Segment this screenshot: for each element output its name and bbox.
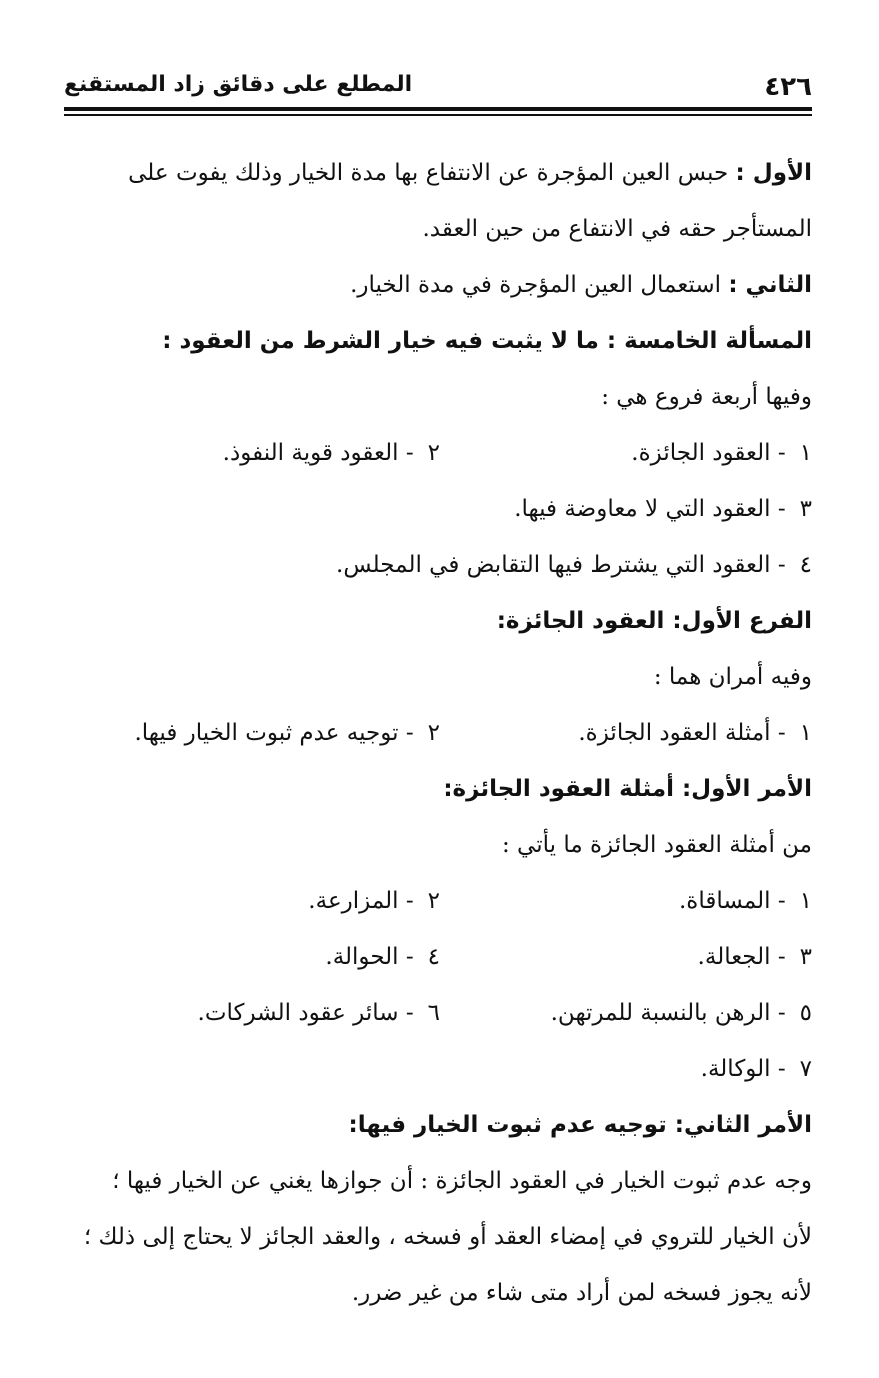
list-row — [64, 929, 812, 985]
paragraph-second — [64, 257, 812, 313]
list-item: ٢- العقود قوية النفوذ. — [222, 440, 440, 466]
list-row — [64, 537, 812, 593]
paragraph-lead-first: الأول : — [735, 160, 812, 186]
page-body — [64, 145, 812, 1321]
section-heading-first-branch: الفرع الأول: العقود الجائزة: — [496, 608, 812, 634]
header-rule-thick — [64, 107, 812, 111]
book-title: المطلع على دقائق زاد المستقنع — [64, 72, 413, 97]
final-paragraph-line: لأن الخيار للتروي في إمضاء العقد أو فسخه ، والعقد الجائز لا يحتاج إلى ذلك ؛ — [83, 1224, 812, 1250]
list-item: ٣- العقود التي لا معاوضة فيها. — [514, 496, 812, 522]
paragraph-text: حبس العين المؤجرة عن الانتفاع بها مدة الخيار وذلك يفوت على — [128, 160, 729, 186]
list-item: ٥- الرهن بالنسبة للمرتهن. — [550, 1000, 812, 1026]
list-item: ٢- المزارعة. — [308, 888, 440, 914]
list-item: ١- المساقاة. — [678, 888, 812, 914]
list-item: ٤- الحوالة. — [325, 944, 440, 970]
list-item: ١- العقود الجائزة. — [631, 440, 812, 466]
section-heading-first-matter: الأمر الأول: أمثلة العقود الجائزة: — [443, 776, 812, 802]
list-item: ٧- الوكالة. — [700, 1056, 812, 1082]
list-item: ٤- العقود التي يشترط فيها التقابض في المجلس. — [336, 552, 812, 578]
intro-examples: من أمثلة العقود الجائزة ما يأتي : — [502, 832, 812, 858]
final-paragraph-line: لأنه يجوز فسخه لمن أراد متى شاء من غير ضرر. — [351, 1280, 812, 1306]
list-row — [64, 425, 812, 481]
page-number: ٤٢٦ — [764, 72, 812, 102]
page-header — [64, 62, 812, 110]
list-item: ٦- سائر عقود الشركات. — [197, 1000, 440, 1026]
paragraph-text: استعمال العين المؤجرة في مدة الخيار. — [350, 272, 722, 298]
final-paragraph-line: وجه عدم ثبوت الخيار في العقود الجائزة : أن جوازها يغني عن الخيار فيها ؛ — [112, 1168, 812, 1194]
list-row — [64, 873, 812, 929]
paragraph-first-line — [64, 145, 812, 201]
header-rule-thin — [64, 114, 812, 116]
list-row — [64, 985, 812, 1041]
list-item: ٢- توجيه عدم ثبوت الخيار فيها. — [134, 720, 440, 746]
list-row — [64, 481, 812, 537]
section-heading-second-matter: الأمر الثاني: توجيه عدم ثبوت الخيار فيها: — [348, 1112, 812, 1138]
list-row — [64, 1041, 812, 1097]
paragraph-lead-second: الثاني : — [728, 272, 812, 298]
intro-four-branches: وفيها أربعة فروع هي : — [601, 384, 812, 410]
list-item: ١- أمثلة العقود الجائزة. — [578, 720, 812, 746]
list-row — [64, 705, 812, 761]
intro-two-matters: وفيه أمران هما : — [653, 664, 812, 690]
section-heading-issue-five: المسألة الخامسة : ما لا يثبت فيه خيار الشرط من العقود : — [162, 328, 812, 354]
paragraph-continuation: المستأجر حقه في الانتفاع من حين العقد. — [422, 216, 812, 242]
list-item: ٣- الجعالة. — [697, 944, 812, 970]
